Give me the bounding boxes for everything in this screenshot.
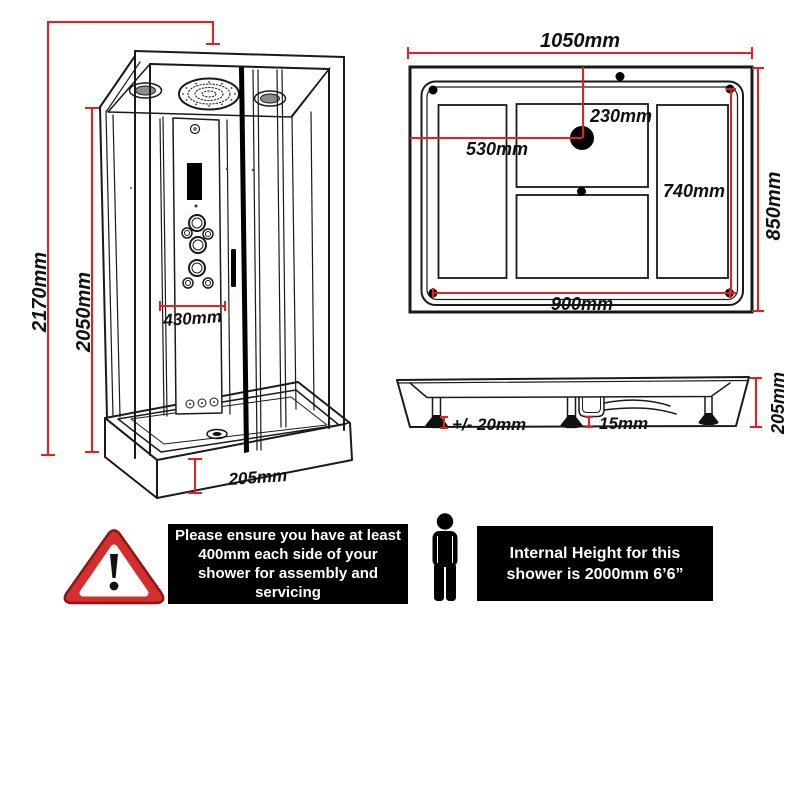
label-drain-offset-left: 530mm: [465, 139, 529, 159]
label-foot-adjustment: +/- 20mm: [452, 415, 527, 434]
label-base-width: 900mm: [550, 294, 614, 314]
label-overall-depth: 850mm: [763, 171, 785, 241]
label-panel-width: 430mm: [162, 306, 223, 331]
assembly-notice-line: Please ensure you have at least: [175, 527, 401, 544]
cabin-ceiling: [108, 64, 329, 117]
label-waste-clearance: 15mm: [599, 414, 649, 433]
cabin-left-wall: [113, 115, 164, 417]
label-side-tray-height: 205mm: [768, 371, 788, 435]
label-overall-height: 2170mm: [29, 251, 51, 333]
label-overall-width: 1050mm: [539, 30, 621, 52]
door-handle: [231, 249, 236, 287]
warning-triangle-icon: [60, 526, 168, 610]
internal-height-line: shower is 2000mm 6’6”: [506, 565, 684, 583]
assembly-notice-line: 400mm each side of your: [198, 546, 378, 563]
tray-side-view: [397, 377, 749, 428]
control-panel-display: [187, 163, 202, 200]
person-icon: [427, 511, 463, 603]
label-internal-height: 2050mm: [73, 271, 95, 353]
tray-drain: [213, 432, 222, 436]
assembly-notice-line: servicing: [255, 584, 321, 601]
dimension-side-tray-height: [750, 378, 762, 427]
cabin-right-wall: [277, 68, 330, 427]
control-panel-column: [173, 118, 222, 414]
label-drain-offset-top: 230mm: [590, 106, 653, 126]
internal-height-notice: [477, 526, 713, 601]
label-tray-height-iso: 205mm: [227, 465, 288, 489]
internal-height-line: Internal Height for this: [509, 544, 681, 562]
assembly-notice-line: shower for assembly and: [197, 565, 379, 582]
label-base-depth: 740mm: [662, 181, 726, 201]
cabin-isometric-view: [100, 51, 352, 498]
assembly-notice: [168, 524, 408, 604]
